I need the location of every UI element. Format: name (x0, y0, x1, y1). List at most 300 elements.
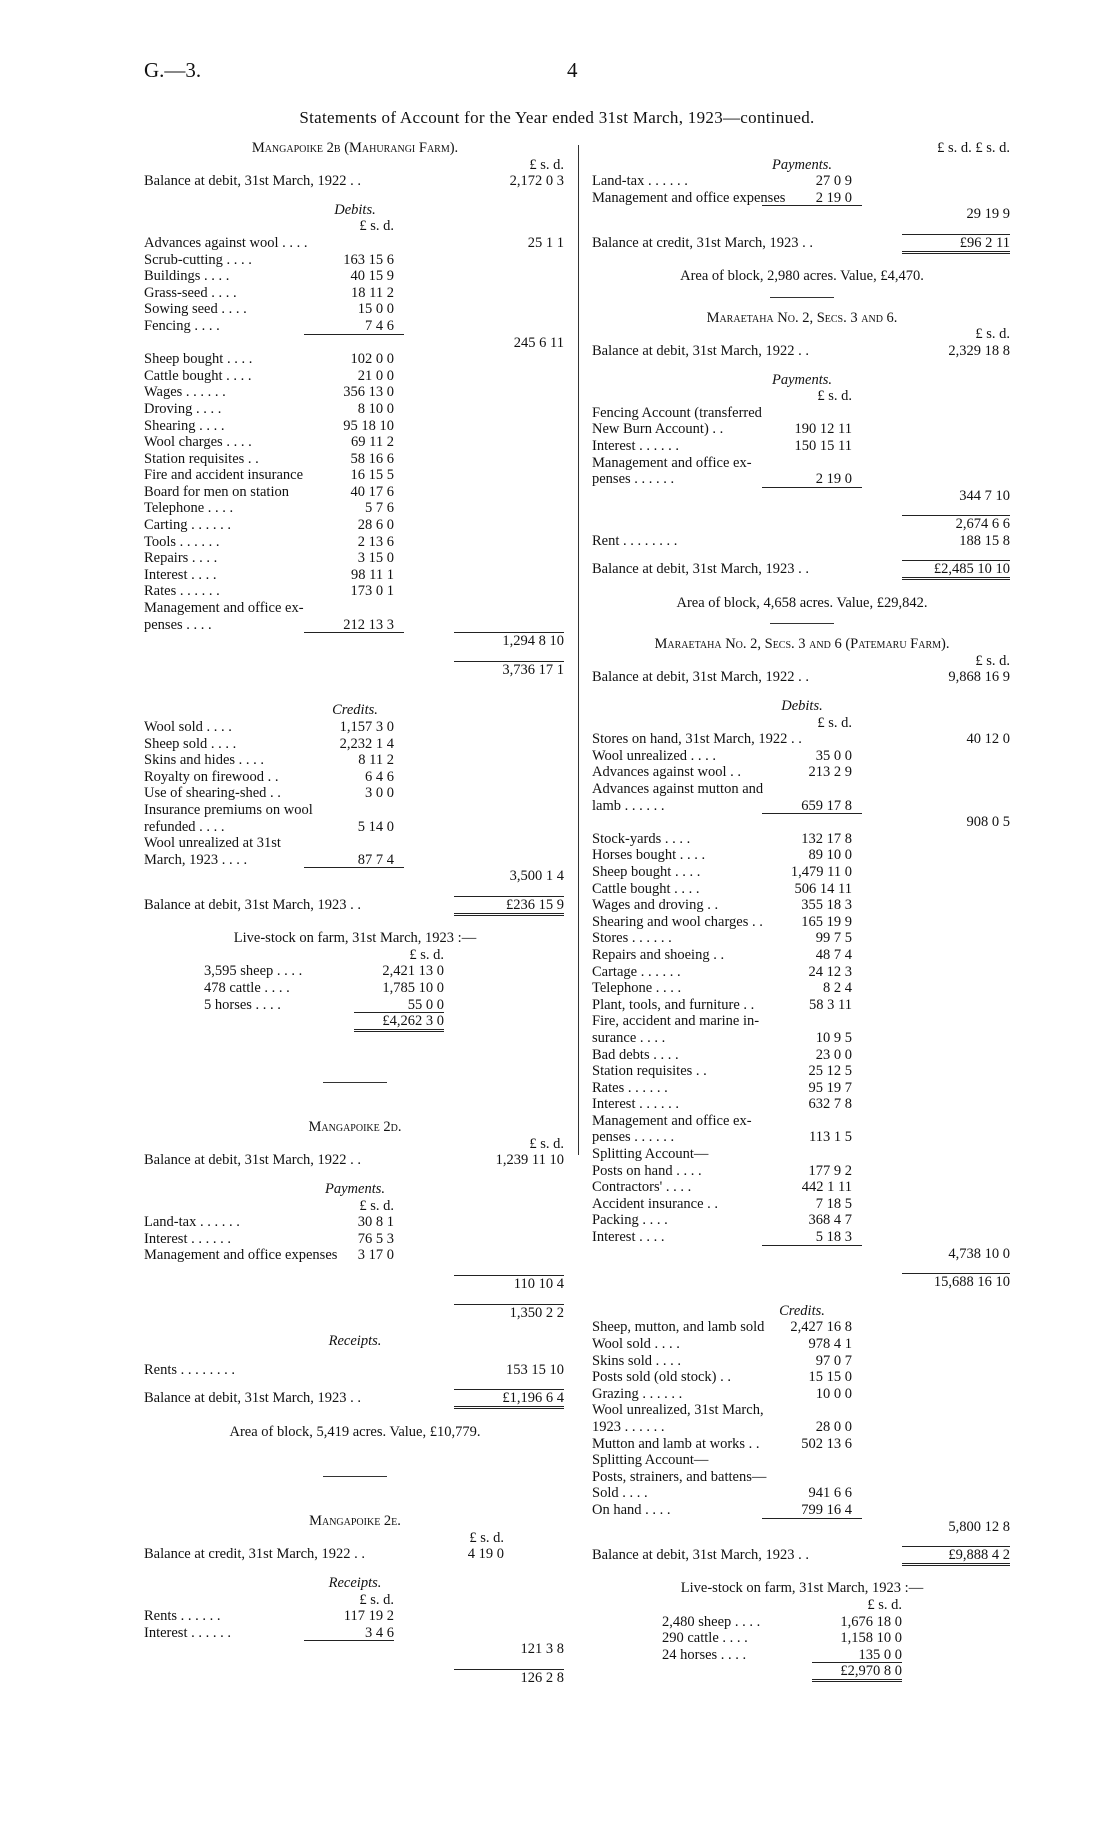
row-amount: 58 3 11 (809, 996, 852, 1013)
currency-header-text: £ s. d. (975, 326, 1010, 343)
ledger-row (144, 534, 566, 551)
currency-header (144, 1198, 566, 1215)
row-amount: 1,785 10 0 (382, 979, 444, 996)
spacer (592, 1291, 1012, 1303)
spacer (144, 190, 566, 202)
row-label: Insurance premiums on wool (144, 801, 313, 818)
ledger-row (592, 897, 1012, 914)
row-amount: 102 0 0 (350, 351, 394, 368)
row-label: surance . . . . (592, 1029, 666, 1046)
balance-closing (592, 1547, 1012, 1564)
subtotal-row (144, 633, 566, 650)
ledger-row (592, 1353, 1012, 1370)
row-label: Droving . . . . (144, 400, 222, 417)
subheading: Debits. (334, 201, 376, 218)
row-label: Management and office ex- (144, 600, 304, 617)
row-label: Stores . . . . . . (592, 930, 672, 947)
ledger-row (592, 1196, 1012, 1213)
row-label: Cattle bought . . . . (144, 367, 252, 384)
ledger-row (592, 731, 1012, 748)
row-label: Sheep, mutton, and lamb sold (592, 1319, 765, 1336)
ledger-row (592, 914, 1012, 931)
subtotal-row (144, 1641, 566, 1658)
row-amount: 113 1 5 (809, 1129, 852, 1146)
row-amount: 16 15 5 (350, 467, 394, 484)
row-amount: £9,888 4 2 (948, 1547, 1010, 1564)
ledger-row (144, 550, 566, 567)
row-label: Interest . . . . . . (144, 1624, 231, 1641)
row-label: 2,480 sheep . . . . (662, 1613, 761, 1630)
row-amount: 5 18 3 (815, 1229, 852, 1246)
ledger-row (592, 781, 1012, 798)
rule-row (592, 252, 1012, 269)
ledger-row (144, 484, 566, 501)
row-label: 3,595 sheep . . . . (204, 963, 303, 980)
row-label: Plant, tools, and furniture . . (592, 996, 755, 1013)
section-heading: Mangapoike 2d. (308, 1119, 402, 1136)
row-label: Interest . . . . . . (592, 1096, 679, 1113)
currency-header-text: £ s. d. (359, 1591, 394, 1608)
row-label: Wool charges . . . . (144, 434, 252, 451)
row-label: Use of shearing-shed . . (144, 785, 281, 802)
ledger-row (592, 1386, 1012, 1403)
ledger-row (144, 301, 566, 318)
area-value: Area of block, 4,658 acres. Value, £29,842. (676, 594, 928, 611)
balance-opening (144, 173, 566, 190)
row-label: 290 cattle . . . . (662, 1630, 748, 1647)
page-title: Statements of Account for the Year ended 31st March, 1923—continued. (299, 108, 815, 127)
ledger-row (144, 451, 566, 468)
ledger-row (144, 819, 566, 836)
row-amount: 165 19 9 (801, 913, 852, 930)
total-rule (902, 1546, 1010, 1547)
row-amount: £96 2 11 (959, 234, 1010, 251)
subheading: Debits. (781, 698, 823, 715)
subtotal-row (592, 488, 1012, 505)
rule-row (144, 914, 566, 931)
debits-total: 4,738 10 0 (948, 1245, 1010, 1262)
row-amount: 10 9 5 (815, 1029, 852, 1046)
row-amount: 135 0 0 (858, 1646, 902, 1663)
currency-header-text: £ s. d. (359, 1197, 394, 1214)
ledger-row (144, 235, 566, 252)
row-label: Balance at debit, 31st March, 1922 . . (592, 342, 810, 359)
subheading: Receipts. (328, 1333, 382, 1350)
row-amount: 48 7 4 (815, 946, 852, 963)
row-label: Fencing . . . . (144, 317, 220, 334)
row-label: Board for men on station (144, 483, 289, 500)
spacer (592, 298, 1012, 310)
livestock-heading: Live-stock on farm, 31st March, 1923 :— (233, 930, 477, 947)
ledger-row (592, 1336, 1012, 1353)
row-amount: 8 11 2 (358, 752, 394, 769)
spacer (144, 1046, 566, 1070)
currency-header (592, 653, 1012, 670)
row-label: Repairs . . . . (144, 550, 218, 567)
row-amount: £2,485 10 10 (933, 561, 1010, 578)
row-label: Posts sold (old stock) . . (592, 1369, 731, 1386)
debits-total: 1,294 8 10 (502, 633, 564, 650)
spacer (144, 1501, 566, 1513)
row-label: Wages . . . . . . (144, 384, 226, 401)
row-label: Interest . . . . . . (144, 1230, 231, 1247)
spacer (592, 624, 1012, 636)
left-column (144, 140, 566, 1687)
rent-row (592, 533, 1012, 550)
ledger-row (592, 1030, 1012, 1047)
balance-closing (592, 561, 1012, 578)
row-amount: 502 13 6 (801, 1435, 852, 1452)
row-label: On hand . . . . (592, 1501, 671, 1518)
spacer (144, 1477, 566, 1501)
row-label: Rates . . . . . . (144, 583, 220, 600)
ledger-row (592, 1469, 1012, 1486)
spacer (592, 611, 1012, 623)
row-subtotal: 40 12 0 (966, 731, 1010, 748)
livestock-row (592, 1630, 1012, 1647)
ledger-row (592, 847, 1012, 864)
ledger-row (592, 1113, 1012, 1130)
total-rule (304, 334, 404, 335)
row-amount: 188 15 8 (959, 532, 1010, 549)
row-amount: 40 17 6 (350, 483, 394, 500)
rule-row (144, 1407, 566, 1424)
total-rule (304, 1640, 394, 1641)
rule-row (592, 1564, 1012, 1581)
row-label: Repairs and shoeing . . (592, 946, 725, 963)
ledger-row (144, 1231, 566, 1248)
ledger-row (144, 835, 566, 852)
spacer (144, 1083, 566, 1107)
ledger-row (144, 351, 566, 368)
row-label: Sheep bought . . . . (144, 351, 253, 368)
row-label: Balance at debit, 31st March, 1923 . . (592, 1547, 810, 1564)
ledger-row (144, 736, 566, 753)
total-rule (762, 1518, 862, 1519)
subtotal-row (592, 516, 1012, 533)
row-label: 478 cattle . . . . (204, 979, 290, 996)
livestock-heading: Live-stock on farm, 31st March, 1923 :— (680, 1580, 924, 1597)
row-label: Sheep sold . . . . (144, 735, 237, 752)
double-rule (902, 1563, 1010, 1566)
total-row (144, 1013, 566, 1030)
livestock-row (144, 980, 566, 997)
row-label: Royalty on firewood . . (144, 768, 279, 785)
balance-closing (144, 897, 566, 914)
ledger-row (592, 173, 1012, 190)
row-label: Balance at debit, 31st March, 1922 . . (592, 669, 810, 686)
section-heading: Maraetaha No. 2, Secs. 3 and 6. (706, 309, 898, 326)
row-amount: 27 0 9 (815, 173, 852, 190)
row-label: 1923 . . . . . . (592, 1418, 665, 1435)
row-label: Grazing . . . . . . (592, 1385, 683, 1402)
row-label: Grass-seed . . . . (144, 284, 237, 301)
row-amount: 1,239 11 10 (495, 1152, 564, 1169)
row-amount: 978 4 1 (808, 1336, 852, 1352)
credits-total: 3,500 1 4 (509, 868, 564, 885)
row-label: Land-tax . . . . . . (592, 173, 688, 190)
row-amount: 98 11 1 (351, 566, 394, 583)
subtotal-row (592, 206, 1012, 223)
row-label: Splitting Account— (592, 1146, 709, 1163)
row-label: Shearing . . . . (144, 417, 225, 434)
ledger-row (592, 814, 1012, 831)
subtotal-row (144, 1670, 566, 1687)
row-label: Scrub-cutting . . . . (144, 251, 252, 268)
currency-header-text: £ s. d. (529, 156, 564, 173)
spacer (144, 1107, 566, 1119)
ledger-row (592, 1402, 1012, 1419)
row-amount: 4 19 0 (467, 1546, 504, 1563)
ledger-row (592, 1485, 1012, 1502)
spacer (592, 285, 1012, 297)
ledger-row (144, 335, 566, 352)
row-label: Fire, accident and marine in- (592, 1013, 760, 1030)
row-amount: 632 7 8 (808, 1096, 852, 1113)
balance-opening (592, 343, 1012, 360)
ledger-row (592, 831, 1012, 848)
row-amount: 25 12 5 (808, 1063, 852, 1080)
spacer (144, 1070, 566, 1082)
ledger-row (592, 1319, 1012, 1336)
double-rule (812, 1679, 902, 1682)
row-label: New Burn Account) . . (592, 421, 724, 438)
total-rule (762, 1245, 862, 1246)
rule-row (592, 578, 1012, 595)
balance-opening (592, 669, 1012, 686)
row-amount: 2 19 0 (815, 189, 852, 206)
balance-opening (144, 1546, 566, 1563)
subheading: Payments. (325, 1181, 385, 1198)
row-label: penses . . . . . . (592, 1129, 675, 1146)
row-amount: 2,329 18 8 (948, 342, 1010, 359)
row-amount: 3 15 0 (357, 550, 394, 567)
row-label: Posts on hand . . . . (592, 1162, 702, 1179)
row-label: Station requisites . . (592, 1063, 707, 1080)
ledger-row (592, 1013, 1012, 1030)
currency-header-text: £ s. d. (529, 1135, 564, 1152)
subheading: Credits. (779, 1302, 825, 1319)
row-amount: 40 15 9 (350, 268, 394, 285)
total-rule (304, 632, 404, 633)
row-amount: 355 18 3 (801, 897, 852, 914)
row-amount: 941 6 6 (808, 1485, 852, 1502)
spacer (144, 1321, 566, 1333)
section-heading: Maraetaha No. 2, Secs. 3 and 6 (Patemaru Farm). (654, 636, 950, 653)
row-amount: 35 0 0 (815, 747, 852, 764)
subtotal-row (592, 1519, 1012, 1536)
row-amount: 6 4 6 (365, 768, 394, 785)
row-label: Sheep bought . . . . (592, 863, 701, 880)
currency-header-text: £ s. d. (817, 714, 852, 731)
row-label: Balance at debit, 31st March, 1923 . . (144, 896, 362, 913)
row-amount: 28 6 0 (357, 517, 394, 534)
row-label: Skins and hides . . . . (144, 752, 265, 769)
row-label: Horses bought . . . . (592, 847, 706, 864)
livestock-total: £2,970 8 0 (840, 1663, 902, 1680)
currency-header-text: £ s. d. £ s. d. (937, 140, 1010, 156)
row-label: penses . . . . . . (592, 471, 675, 488)
total-row (592, 1274, 1012, 1291)
ledger-row (144, 318, 566, 335)
ledger-row (592, 1212, 1012, 1229)
row-amount: 21 0 0 (357, 367, 394, 384)
row-label: Rents . . . . . . . . (144, 1361, 236, 1378)
ledger-row (592, 1047, 1012, 1064)
ledger-row (144, 752, 566, 769)
ledger-row (144, 517, 566, 534)
row-amount: 8 10 0 (357, 400, 394, 417)
row-label: Rent . . . . . . . . (592, 532, 678, 549)
currency-header (592, 715, 1012, 732)
row-label: Rents . . . . . . (144, 1608, 221, 1625)
ledger-row (592, 881, 1012, 898)
row-amount: 24 12 3 (808, 963, 852, 980)
row-label: Cattle bought . . . . (592, 880, 700, 897)
ledger-row (144, 583, 566, 600)
livestock-row (592, 1614, 1012, 1631)
credits-total: 5,800 12 8 (948, 1518, 1010, 1535)
area-value: Area of block, 5,419 acres. Value, £10,779. (229, 1423, 481, 1440)
ledger-row (144, 401, 566, 418)
ledger-row (144, 1247, 566, 1264)
row-amount: 30 8 1 (357, 1214, 394, 1231)
right-column (592, 140, 1012, 1696)
row-label: Cartage . . . . . . (592, 963, 681, 980)
row-amount: 163 15 6 (343, 251, 394, 268)
ledger-row (144, 1625, 566, 1642)
row-label: Management and office expenses (592, 189, 786, 206)
row-amount: 1,676 18 0 (840, 1613, 902, 1630)
ledger-row (592, 864, 1012, 881)
grand-total: 15,688 16 10 (933, 1274, 1010, 1291)
column-divider (578, 145, 579, 1155)
row-amount: 1,479 11 0 (790, 863, 852, 880)
row-amount: 7 18 5 (815, 1195, 852, 1212)
row-label: Accident insurance . . (592, 1195, 719, 1212)
row-amount: 2 13 6 (357, 533, 394, 550)
row-amount: 55 0 0 (407, 996, 444, 1013)
ledger-row (592, 1452, 1012, 1469)
row-amount: 3 0 0 (365, 785, 394, 802)
row-amount: 799 16 4 (801, 1501, 852, 1518)
subtotal: 2,674 6 6 (955, 516, 1010, 533)
page-number: 4 (567, 58, 578, 82)
row-label: 24 horses . . . . (662, 1646, 747, 1663)
row-label: Sowing seed . . . . (144, 301, 247, 318)
row-label: Wool sold . . . . (144, 719, 232, 735)
row-amount: 15 15 0 (808, 1369, 852, 1386)
row-label: penses . . . . (144, 616, 212, 633)
receipts-total: 121 3 8 (520, 1641, 564, 1658)
row-label: Advances against wool . . . . (144, 234, 308, 251)
total-row (144, 662, 566, 679)
spacer (144, 1440, 566, 1464)
ledger-row (592, 1080, 1012, 1097)
row-label: Carting . . . . . . (144, 517, 231, 534)
row-amount: 28 0 0 (815, 1418, 852, 1435)
row-amount: £1,196 6 4 (502, 1390, 564, 1407)
ledger-row (144, 1608, 566, 1625)
spacer (592, 686, 1012, 698)
total-rule (454, 632, 564, 633)
row-amount: 117 19 2 (343, 1608, 394, 1625)
row-label: Management and office expenses (144, 1247, 338, 1264)
livestock-row (592, 1647, 1012, 1664)
row-label: Shearing and wool charges . . (592, 913, 763, 930)
row-label: 5 horses . . . . (204, 996, 281, 1013)
currency-header-text: £ s. d. (359, 218, 394, 235)
row-amount: 213 2 9 (808, 764, 852, 781)
row-amount: 2,172 0 3 (509, 173, 564, 190)
currency-header (144, 218, 566, 235)
row-amount: 659 17 8 (801, 797, 852, 814)
total-row (592, 1663, 1012, 1680)
row-label: Wages and droving . . (592, 897, 719, 914)
total-rule (762, 487, 862, 488)
row-label: Splitting Account— (592, 1452, 709, 1469)
ledger-row (592, 1096, 1012, 1113)
row-label: Management and office ex- (592, 1112, 752, 1129)
double-rule (902, 577, 1010, 580)
row-amount: 506 14 11 (794, 880, 852, 897)
row-label: refunded . . . . (144, 818, 225, 835)
subtotal-row (592, 1246, 1012, 1263)
currency-header (144, 947, 566, 964)
row-amount: 190 12 11 (794, 421, 852, 438)
ledger-row (144, 252, 566, 269)
row-amount: 10 0 0 (815, 1385, 852, 1402)
ledger-row (144, 384, 566, 401)
rule-row (144, 1030, 566, 1047)
spacer (144, 678, 566, 702)
row-amount: 1,157 3 0 (339, 719, 394, 735)
row-amount: 7 4 6 (365, 317, 394, 334)
currency-header (144, 1592, 566, 1609)
currency-header-text: £ s. d. (975, 652, 1010, 669)
total-rule (762, 813, 862, 814)
row-amount: 2 19 0 (815, 471, 852, 488)
row-amount: 58 16 6 (350, 450, 394, 467)
ledger-row (592, 798, 1012, 815)
currency-header (144, 1136, 566, 1153)
ledger-row (144, 600, 566, 617)
row-amount: 18 11 2 (351, 284, 394, 301)
currency-header (592, 388, 1012, 405)
row-amount: £236 15 9 (506, 896, 564, 913)
ledger-row (144, 467, 566, 484)
row-label: Tools . . . . . . (144, 533, 220, 550)
ledger-row (592, 1146, 1012, 1163)
row-amount: 95 19 7 (808, 1079, 852, 1096)
row-label: Mutton and lamb at works . . (592, 1435, 760, 1452)
double-rule (354, 1029, 444, 1032)
currency-header (592, 326, 1012, 343)
row-label: Balance at debit, 31st March, 1922 . . (144, 173, 362, 190)
row-label: Balance at debit, 31st March, 1923 . . (144, 1390, 362, 1407)
row-label: Balance at credit, 31st March, 1922 . . (144, 1546, 366, 1563)
row-amount: 132 17 8 (801, 830, 852, 847)
area-value: Area of block, 2,980 acres. Value, £4,470. (680, 268, 924, 285)
row-label: Management and office ex- (592, 454, 752, 471)
payments-total: 344 7 10 (959, 487, 1010, 504)
row-label: Interest . . . . (144, 566, 217, 583)
row-amount: 97 0 7 (815, 1352, 852, 1369)
double-rule (902, 251, 1010, 254)
total-rule (902, 560, 1010, 561)
ledger-row (144, 769, 566, 786)
row-amount: 5 7 6 (365, 500, 394, 517)
